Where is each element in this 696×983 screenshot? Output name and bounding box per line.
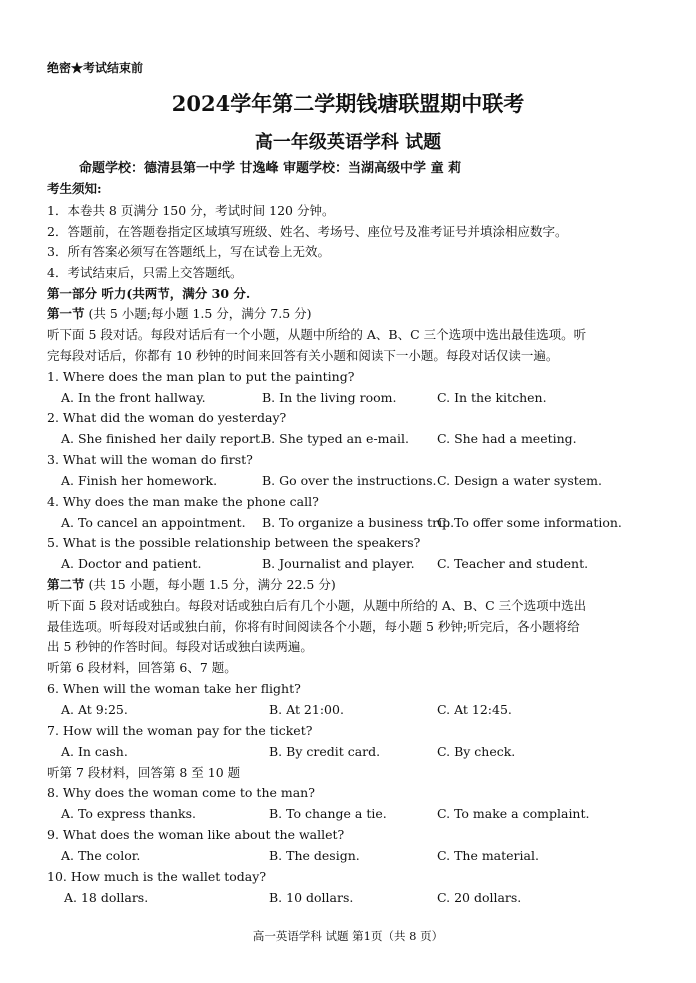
section2-heading-label: 第二节 bbox=[47, 577, 85, 592]
question-text: 9. What does the woman like about the wallet? bbox=[47, 827, 345, 842]
notice-item: 3．所有答案必须写在答题纸上，写在试卷上无效。 bbox=[47, 244, 330, 259]
option-a: A. Doctor and patient. bbox=[61, 556, 202, 571]
option-c: C. She had a meeting. bbox=[437, 431, 577, 446]
section2-heading bbox=[47, 579, 336, 592]
option-b: B. By credit card. bbox=[269, 744, 381, 759]
option-a: A. In cash. bbox=[61, 744, 128, 759]
section1-instructions: 听下面 5 段对话。每段对话后有一个小题，从题中所给的 A、B、C 三个选项中选出最佳选项。听 bbox=[47, 327, 587, 342]
confidential-label: 绝密★考试结束前 bbox=[47, 61, 144, 75]
section1-heading-detail: (共 5 小题;每小题 1.5 分，满分 7.5 分) bbox=[84, 306, 312, 321]
option-a: A. 18 dollars. bbox=[64, 890, 149, 905]
option-c: C. To make a complaint. bbox=[437, 806, 590, 821]
question-text: 1. Where does the man plan to put the painting? bbox=[47, 369, 355, 384]
option-b: B. Go over the instructions. bbox=[262, 473, 437, 488]
page-title: 2024学年第二学期钱塘联盟期中联考 bbox=[171, 91, 525, 116]
option-a: A. She finished her daily report. bbox=[61, 431, 264, 446]
notice-item: 4．考试结束后，只需上交答题纸。 bbox=[47, 265, 243, 280]
question-text: 2. What did the woman do yesterday? bbox=[47, 410, 287, 425]
section1-heading bbox=[47, 308, 312, 321]
option-b: B. She typed an e-mail. bbox=[262, 431, 409, 446]
section2-instructions: 最佳选项。听每段对话或独白前，你将有时间阅读各个小题，每小题 5 秒钟;听完后，各小题将给 bbox=[47, 619, 580, 634]
option-b: B. At 21:00. bbox=[269, 702, 344, 717]
option-a: A. The color. bbox=[61, 848, 141, 863]
option-b: B. In the living room. bbox=[262, 390, 397, 405]
option-a: A. To cancel an appointment. bbox=[61, 515, 246, 530]
option-c: C. The material. bbox=[437, 848, 539, 863]
option-c: C. Teacher and student. bbox=[437, 556, 589, 571]
option-c: C. In the kitchen. bbox=[437, 390, 547, 405]
option-a: A. Finish her homework. bbox=[61, 473, 218, 488]
option-c: C. Design a water system. bbox=[437, 473, 603, 488]
page-subtitle: 高一年级英语学科 试题 bbox=[254, 132, 442, 153]
question-text: 5. What is the possible relationship between the speakers? bbox=[47, 535, 421, 550]
part1-heading: 第一部分 听力(共两节，满分 30 分. bbox=[47, 286, 251, 301]
option-b: B. To change a tie. bbox=[269, 806, 387, 821]
question-text: 3. What will the woman do first? bbox=[47, 452, 253, 467]
option-c: C. At 12:45. bbox=[437, 702, 512, 717]
option-c: C. 20 dollars. bbox=[437, 890, 522, 905]
notice-item: 2．答题前，在答题卷指定区域填写班级、姓名、考场号、座位号及准考证号并填涂相应数字。 bbox=[47, 224, 568, 239]
section2-heading-detail: (共 15 小题，每小题 1.5 分，满分 22.5 分) bbox=[84, 577, 336, 592]
material-note: 听第 7 段材料，回答第 8 至 10 题 bbox=[47, 765, 241, 780]
option-a: A. To express thanks. bbox=[61, 806, 197, 821]
section1-instructions: 完每段对话后，你都有 10 秒钟的时间来回答有关小题和阅读下一小题。每段对话仅读一遍。 bbox=[47, 348, 559, 363]
option-b: B. To organize a business trip. bbox=[262, 515, 455, 530]
option-b: B. The design. bbox=[269, 848, 360, 863]
option-c: C. By check. bbox=[437, 744, 516, 759]
option-c: C. To offer some information. bbox=[437, 515, 622, 530]
option-b: B. Journalist and player. bbox=[262, 556, 415, 571]
option-a: A. In the front hallway. bbox=[61, 390, 206, 405]
question-text: 10. How much is the wallet today? bbox=[47, 869, 267, 884]
section2-instructions: 听下面 5 段对话或独白。每段对话或独白后有几个小题，从题中所给的 A、B、C 三个选项中选出 bbox=[47, 598, 587, 613]
question-text: 4. Why does the man make the phone call? bbox=[47, 494, 319, 509]
question-text: 8. Why does the woman come to the man? bbox=[47, 785, 315, 800]
section1-heading-label: 第一节 bbox=[47, 306, 85, 321]
page-footer: 高一英语学科 试题 第1页（共 8 页） bbox=[252, 929, 444, 943]
section2-instructions: 出 5 秒钟的作答时间。每段对话或独白读两遍。 bbox=[47, 639, 313, 654]
option-a: A. At 9:25. bbox=[61, 702, 128, 717]
option-b: B. 10 dollars. bbox=[269, 890, 354, 905]
question-text: 7. How will the woman pay for the ticket? bbox=[47, 723, 313, 738]
notice-heading: 考生须知: bbox=[47, 181, 102, 196]
question-text: 6. When will the woman take her flight? bbox=[47, 681, 301, 696]
notice-item: 1．本卷共 8 页满分 150 分，考试时间 120 分钟。 bbox=[47, 203, 335, 218]
authors-line: 命题学校：德清县第一中学 甘逸峰 审题学校：当湖高级中学 童 莉 bbox=[79, 161, 462, 176]
material-note: 听第 6 段材料，回答第 6、7 题。 bbox=[47, 660, 237, 675]
